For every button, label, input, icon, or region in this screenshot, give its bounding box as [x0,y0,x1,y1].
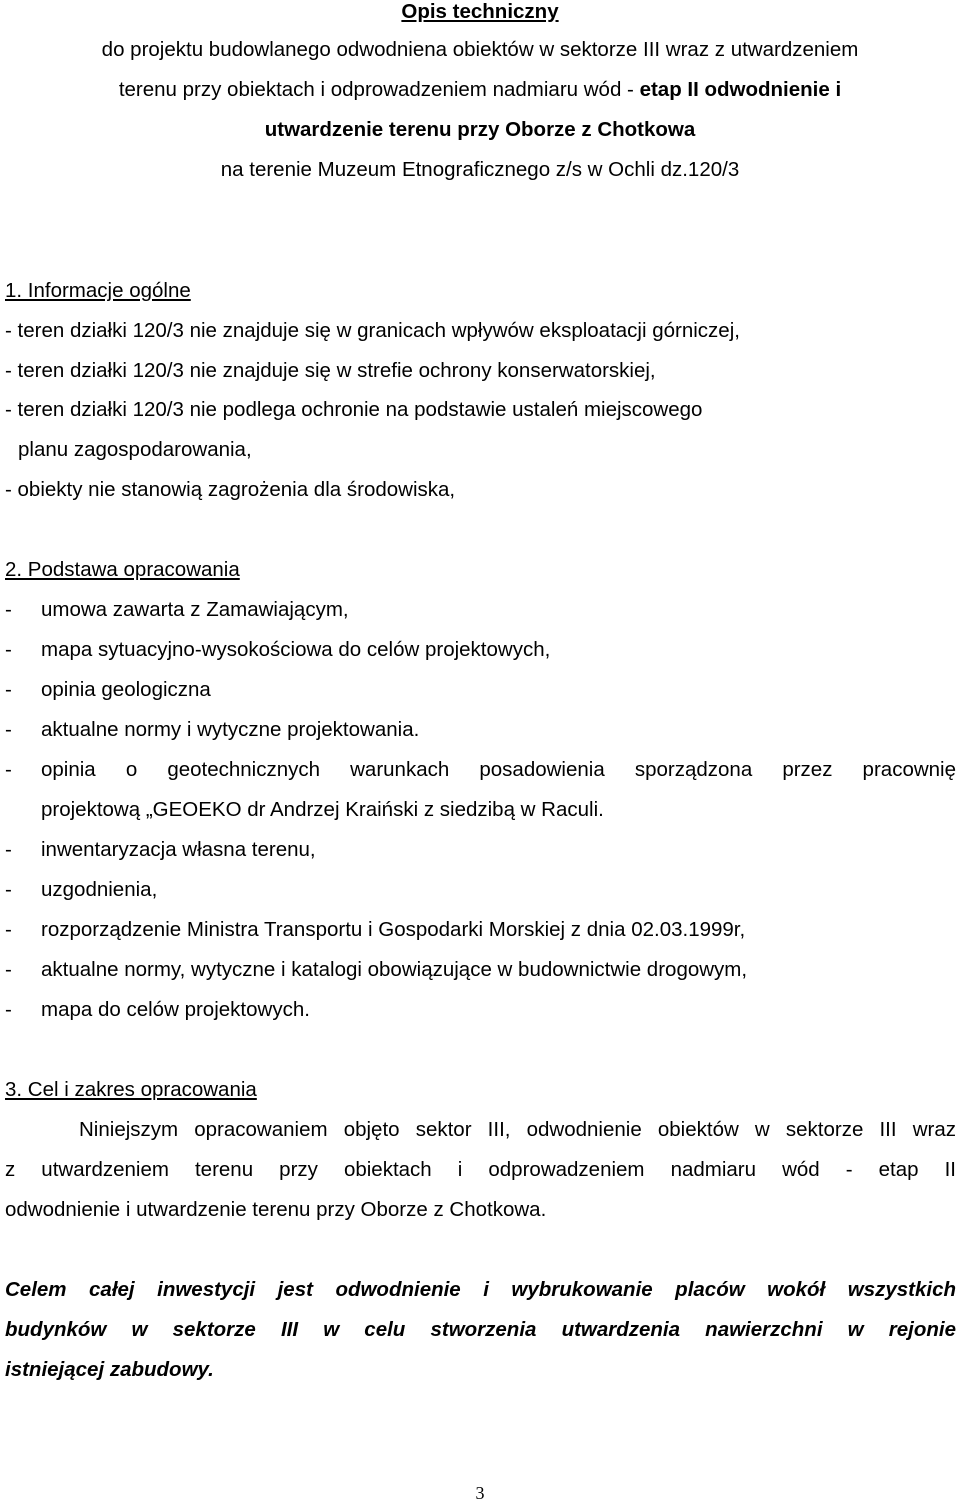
list-item: umowa zawarta z Zamawiającym, [41,598,349,621]
list-item: aktualne normy i wytyczne projektowania. [41,718,420,741]
list-item: mapa sytuacyjno-wysokościowa do celów projektowych, [41,638,551,661]
list-bullet: - [5,838,12,861]
list-bullet: - [5,998,12,1021]
list-item: opinia geologiczna [41,678,211,701]
header-line-2-normal: terenu przy obiektach i odprowadzeniem nadmiaru wód - [118,78,640,101]
list-bullet: - [5,958,12,981]
list-item: opinia o geotechnicznych warunkach posadowienia sporządzona przez pracownię [41,758,956,781]
list-item-continuation: projektową „GEOEKO dr Andrzej Kraiński z siedzibą w Raculi. [41,798,604,821]
list-bullet: - [5,598,12,621]
paragraph-line: z utwardzeniem terenu przy obiektach i odprowadzeniem nadmiaru wód - etap II [5,1158,956,1181]
page-number: 3 [475,1483,485,1503]
goal-line: istniejącej zabudowy. [5,1358,214,1381]
header-line-1: do projektu budowlanego odwodniena obiektów w sektorze III wraz z utwardzeniem [101,38,859,61]
list-item: inwentaryzacja własna terenu, [41,838,316,861]
document-title: Opis techniczny [401,0,559,23]
list-item: mapa do celów projektowych. [41,998,310,1021]
list-bullet: - [5,678,12,701]
paragraph-line: Niniejszym opracowaniem objęto sektor III, odwodnienie obiektów w sektorze III wraz [79,1118,956,1141]
section-1-line: - teren działki 120/3 nie podlega ochronie na podstawie ustaleń miejscowego [5,398,703,421]
header-line-4: na terenie Muzeum Etnograficznego z/s w Ochli dz.120/3 [220,158,740,181]
list-bullet: - [5,918,12,941]
list-bullet: - [5,718,12,741]
list-bullet: - [5,878,12,901]
section-1-line: - teren działki 120/3 nie znajduje się w granicach wpływów eksploatacji górniczej, [5,319,740,342]
header-line-2-bold: etap II odwodnienie i [639,78,842,101]
list-bullet: - [5,638,12,661]
section-3-heading: 3. Cel i zakres opracowania [5,1078,257,1101]
section-1-line: planu zagospodarowania, [18,438,252,461]
goal-line: budynków w sektorze III w celu stworzenia utwardzenia nawierzchni w rejonie [5,1318,956,1341]
section-1-heading: 1. Informacje ogólne [5,279,191,302]
list-item: rozporządzenie Ministra Transportu i Gospodarki Morskiej z dnia 02.03.1999r, [41,918,746,941]
header-line-2 [0,78,960,102]
header-line-3: utwardzenie terenu przy Oborze z Chotkowa [264,118,696,141]
goal-line: Celem całej inwestycji jest odwodnienie i wybrukowanie placów wokół wszystkich [5,1278,956,1301]
section-1-line: - teren działki 120/3 nie znajduje się w strefie ochrony konserwatorskiej, [5,359,656,382]
list-item: uzgodnienia, [41,878,158,901]
paragraph-line: odwodnienie i utwardzenie terenu przy Oborze z Chotkowa. [5,1198,547,1221]
section-2-heading: 2. Podstawa opracowania [5,558,240,581]
section-1-line: - obiekty nie stanowią zagrożenia dla środowiska, [5,478,456,501]
list-item: aktualne normy, wytyczne i katalogi obowiązujące w budownictwie drogowym, [41,958,748,981]
list-bullet: - [5,758,12,781]
